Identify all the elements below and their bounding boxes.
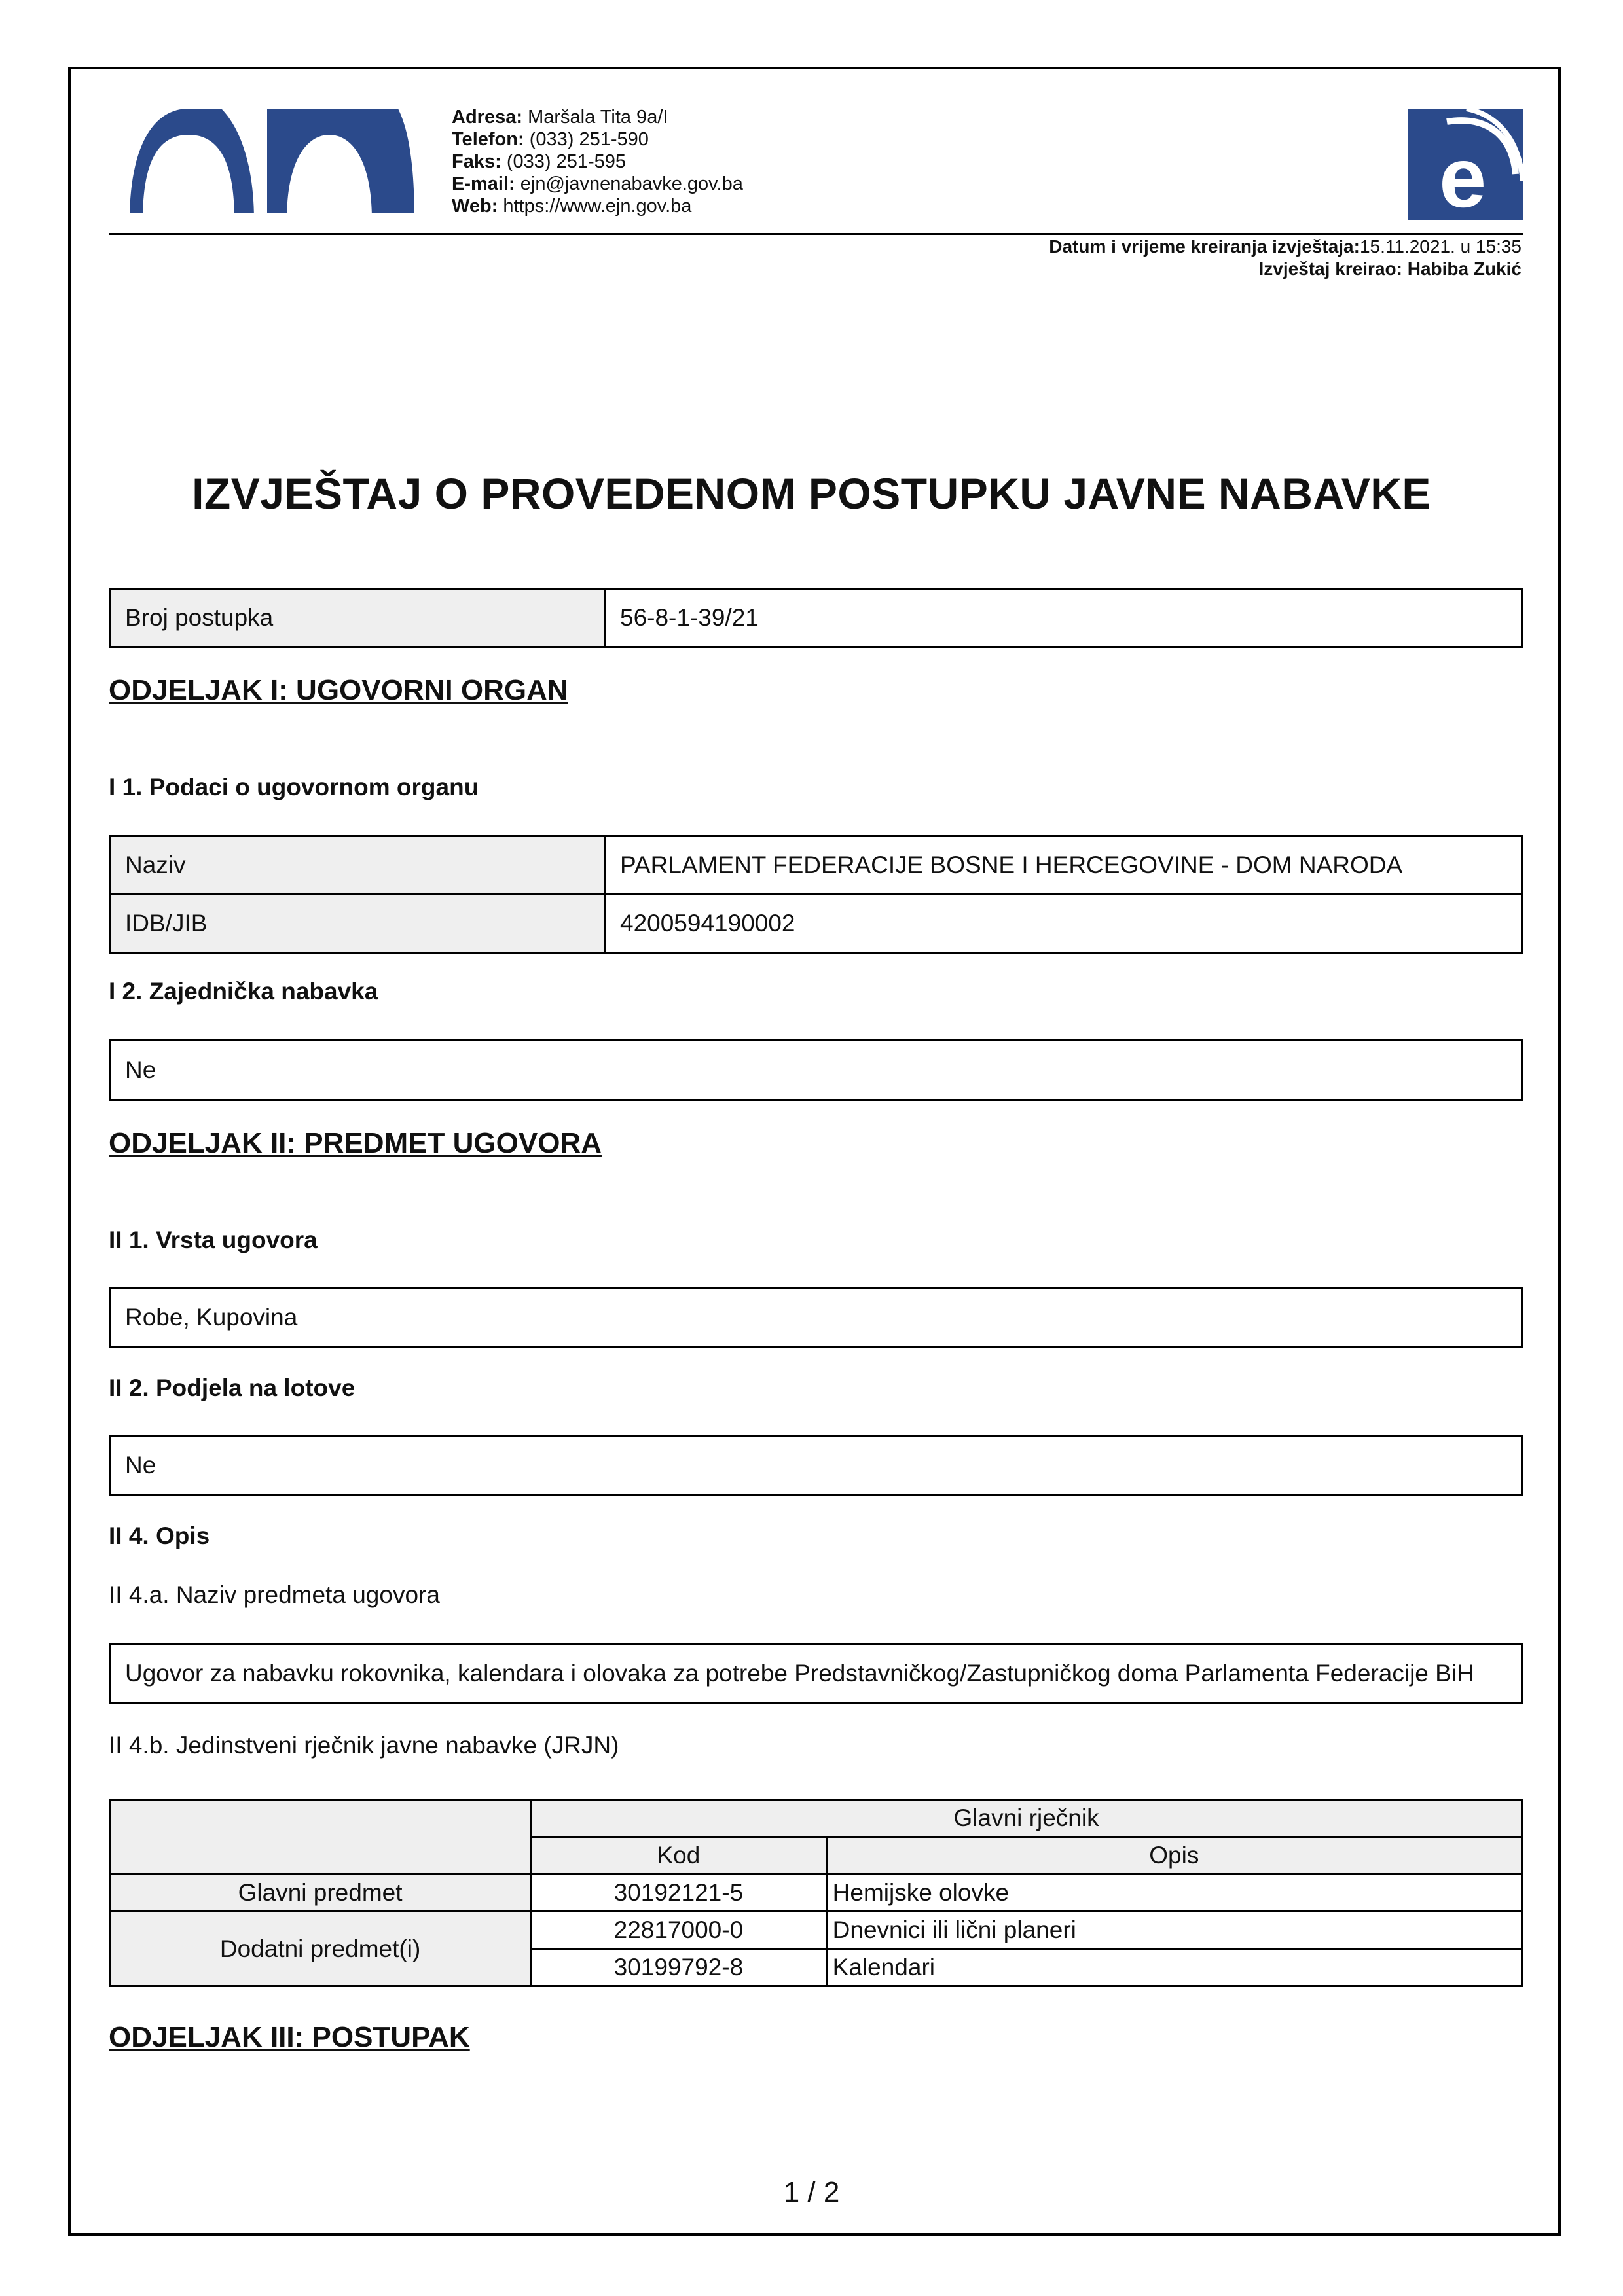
- section-1-heading: ODJELJAK I: UGOVORNI ORGAN: [109, 674, 568, 706]
- contact-phone: Telefon: (033) 251-590: [452, 129, 649, 150]
- procedure-label: Broj postupka: [111, 590, 606, 646]
- section-2-heading: ODJELJAK II: PREDMET UGOVORA: [109, 1127, 602, 1159]
- table-row: [110, 1874, 1522, 1912]
- section-2-4b-label: II 4.b. Jedinstveni rječnik javne nabavke (JRJN): [109, 1732, 619, 1759]
- section-1-2-title: I 2. Zajednička nabavka: [109, 978, 378, 1005]
- contact-web[interactable]: Web: https://www.ejn.gov.ba: [452, 196, 692, 217]
- kod-header: Kod: [531, 1837, 827, 1874]
- authority-idb-value: 4200594190002: [620, 910, 795, 937]
- authority-name-label: Naziv: [111, 837, 606, 893]
- contract-subject-box: [109, 1643, 1523, 1704]
- joint-procurement-value: Ne: [125, 1056, 156, 1083]
- main-subject-label: Glavni predmet: [110, 1874, 531, 1912]
- extra-subject-label: Dodatni predmet(i): [110, 1912, 531, 1986]
- glavni-rjecnik-header: Glavni rječnik: [531, 1800, 1522, 1837]
- main-subject-opis: Hemijske olovke: [826, 1874, 1522, 1912]
- ajn-logo-icon: [123, 109, 424, 220]
- procedure-box: [109, 588, 1523, 648]
- contracting-authority-table: [109, 835, 1523, 954]
- lots-value: Ne: [125, 1452, 156, 1479]
- section-3-heading: ODJELJAK III: POSTUPAK: [109, 2021, 470, 2053]
- section-2-4-title: II 4. Opis: [109, 1522, 210, 1549]
- opis-header: Opis: [826, 1837, 1522, 1874]
- header-divider: [109, 233, 1523, 235]
- page-title: IZVJEŠTAJ O PROVEDENOM POSTUPKU JAVNE NABAVKE: [192, 469, 1431, 518]
- contract-subject-value: Ugovor za nabavku rokovnika, kalendara i olovaka za potrebe Predstavničkog/Zastupničkog doma Parlamenta Federacije BiH: [125, 1660, 1474, 1687]
- table-row: [110, 1912, 1522, 1949]
- contact-email[interactable]: E-mail: ejn@javnenabavke.gov.ba: [452, 173, 743, 194]
- contract-type-box: [109, 1287, 1523, 1348]
- main-subject-kod: 30192121-5: [531, 1874, 827, 1912]
- extra-subject-kod: 30199792-8: [531, 1949, 827, 1986]
- page-number: 1 / 2: [783, 2176, 840, 2208]
- report-meta: Datum i vrijeme kreiranja izvještaja:15.11.2021. u 15:35 Izvještaj kreirao: Habiba Zukić: [1049, 236, 1522, 279]
- joint-procurement-box: [109, 1039, 1523, 1101]
- section-2-4a-label: II 4.a. Naziv predmeta ugovora: [109, 1581, 440, 1608]
- jrjn-table: [109, 1799, 1523, 1987]
- section-2-1-title: II 1. Vrsta ugovora: [109, 1227, 318, 1253]
- procedure-value: 56-8-1-39/21: [620, 604, 759, 631]
- contact-address: Adresa: Maršala Tita 9a/I: [452, 107, 668, 128]
- section-2-2-title: II 2. Podjela na lotove: [109, 1374, 356, 1401]
- authority-name-value: PARLAMENT FEDERACIJE BOSNE I HERCEGOVINE - DOM NARODA: [620, 852, 1403, 878]
- extra-subject-opis: Kalendari: [826, 1949, 1522, 1986]
- section-1-1-title: I 1. Podaci o ugovornom organu: [109, 774, 479, 800]
- extra-subject-opis: Dnevnici ili lični planeri: [826, 1912, 1522, 1949]
- contract-type-value: Robe, Kupovina: [125, 1304, 298, 1331]
- extra-subject-kod: 22817000-0: [531, 1912, 827, 1949]
- authority-idb-label: IDB/JIB: [111, 895, 606, 952]
- lots-box: [109, 1435, 1523, 1496]
- contact-block: [452, 106, 743, 217]
- svg-text:e: e: [1439, 130, 1487, 220]
- table-row: [110, 1800, 1522, 1837]
- contact-fax: Faks: (033) 251-595: [452, 151, 627, 172]
- ejn-logo-icon: [1408, 109, 1523, 220]
- table-corner-cell: [110, 1800, 531, 1874]
